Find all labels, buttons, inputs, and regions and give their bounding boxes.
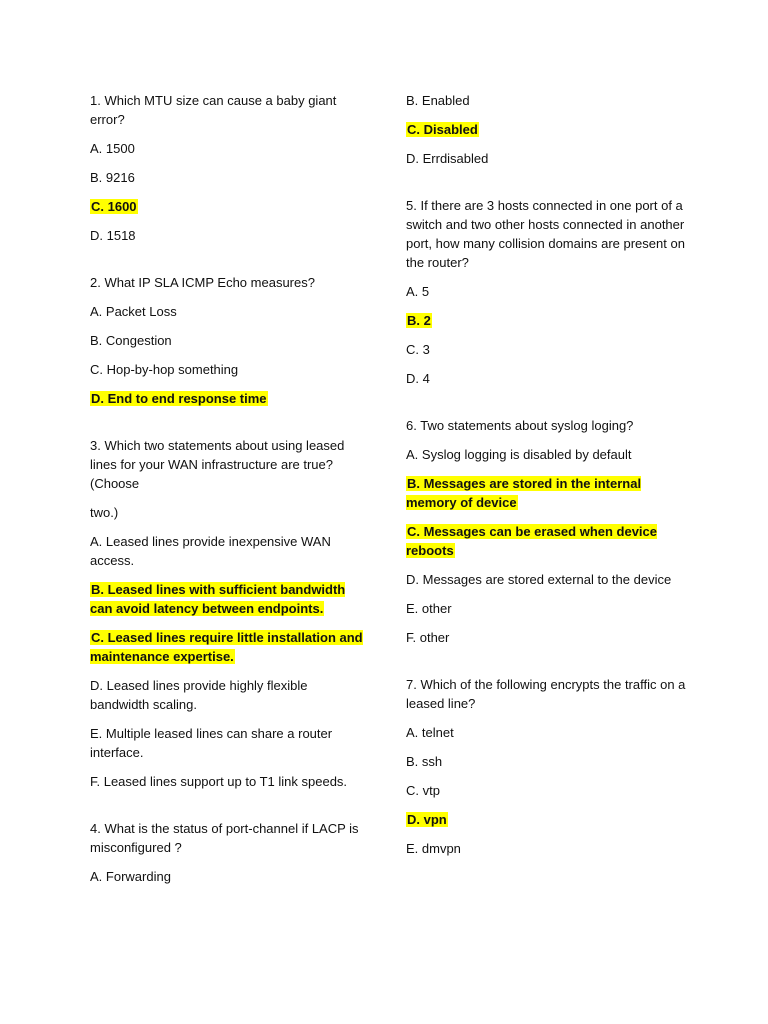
option-c: C. vtp [406,783,440,798]
question-3 [90,436,365,791]
highlighted-answer: D. vpn [407,812,447,827]
option-a: A. Syslog logging is disabled by default [406,447,632,462]
spacer [406,657,688,675]
option-b-correct [406,474,688,512]
question-6 [406,416,688,647]
highlighted-answer: C. 1600 [91,199,137,214]
question-text: 7. Which of the following encrypts the traffic on a leased line? [406,677,686,711]
option-a: A. Forwarding [90,869,171,884]
option-a: A. Leased lines provide inexpensive WAN access. [90,534,331,568]
question-text: 5. If there are 3 hosts connected in one port of a switch and two other hosts connected in another port, how many collision domains are present on the router? [406,198,685,270]
option-b: B. ssh [406,754,443,769]
question-2 [90,273,365,408]
option-d: D. Messages are stored external to the device [406,572,672,587]
option-d: D. 1518 [90,228,136,243]
option-d-correct [406,810,688,829]
option-c-correct [406,120,688,139]
question-4 [90,819,365,886]
option-e: E. other [406,601,452,616]
highlighted-answer: B. Leased lines with sufficient bandwidth can avoid latency between endpoints. [90,582,346,616]
question-text: 1. Which MTU size can cause a baby giant error? [90,93,337,127]
spacer [406,178,688,196]
option-f: F. other [406,630,450,645]
option-d: D. Errdisabled [406,151,489,166]
option-e: E. dmvpn [406,841,461,856]
option-f: F. Leased lines support up to T1 link speeds. [90,774,348,789]
left-column [90,91,365,896]
option-a: A. 5 [406,284,430,299]
spacer [90,801,365,819]
option-c: C. Hop-by-hop something [90,362,239,377]
question-text: 4. What is the status of port-channel if LACP is misconfigured ? [90,821,359,855]
spacer [406,398,688,416]
question-text: 6. Two statements about syslog loging? [406,418,634,433]
option-c-correct [90,628,365,666]
question-text-continued: two.) [90,505,119,520]
spacer [90,255,365,273]
option-a: A. 1500 [90,141,135,156]
option-c-correct [90,197,365,216]
option-a: A. Packet Loss [90,304,177,319]
option-b: B. Congestion [90,333,172,348]
question-5 [406,196,688,388]
highlighted-answer: B. 2 [407,313,431,328]
option-b: B. 9216 [90,170,135,185]
option-b-correct [90,580,365,618]
question-7 [406,675,688,858]
option-b-correct [406,311,688,330]
option-d: D. Leased lines provide highly flexible bandwidth scaling. [90,678,308,712]
option-d: D. 4 [406,371,430,386]
highlighted-answer: B. Messages are stored in the internal memory of device [406,476,642,510]
question-text: 2. What IP SLA ICMP Echo measures? [90,275,315,290]
option-c: C. 3 [406,342,430,357]
question-text: 3. Which two statements about using leased lines for your WAN infrastructure are true? (Choose [90,438,345,491]
spacer [90,418,365,436]
option-e: E. Multiple leased lines can share a router interface. [90,726,333,760]
right-column [406,91,688,868]
question-1 [90,91,365,245]
option-a: A. telnet [406,725,454,740]
highlighted-answer: D. End to end response time [91,391,267,406]
highlighted-answer: C. Disabled [407,122,478,137]
question-4-continued [406,91,688,168]
option-b: B. Enabled [406,93,470,108]
highlighted-answer: C. Leased lines require little installation and maintenance expertise. [90,630,363,664]
highlighted-answer: C. Messages can be erased when device reboots [406,524,658,558]
option-d-correct [90,389,365,408]
option-c-correct [406,522,688,560]
